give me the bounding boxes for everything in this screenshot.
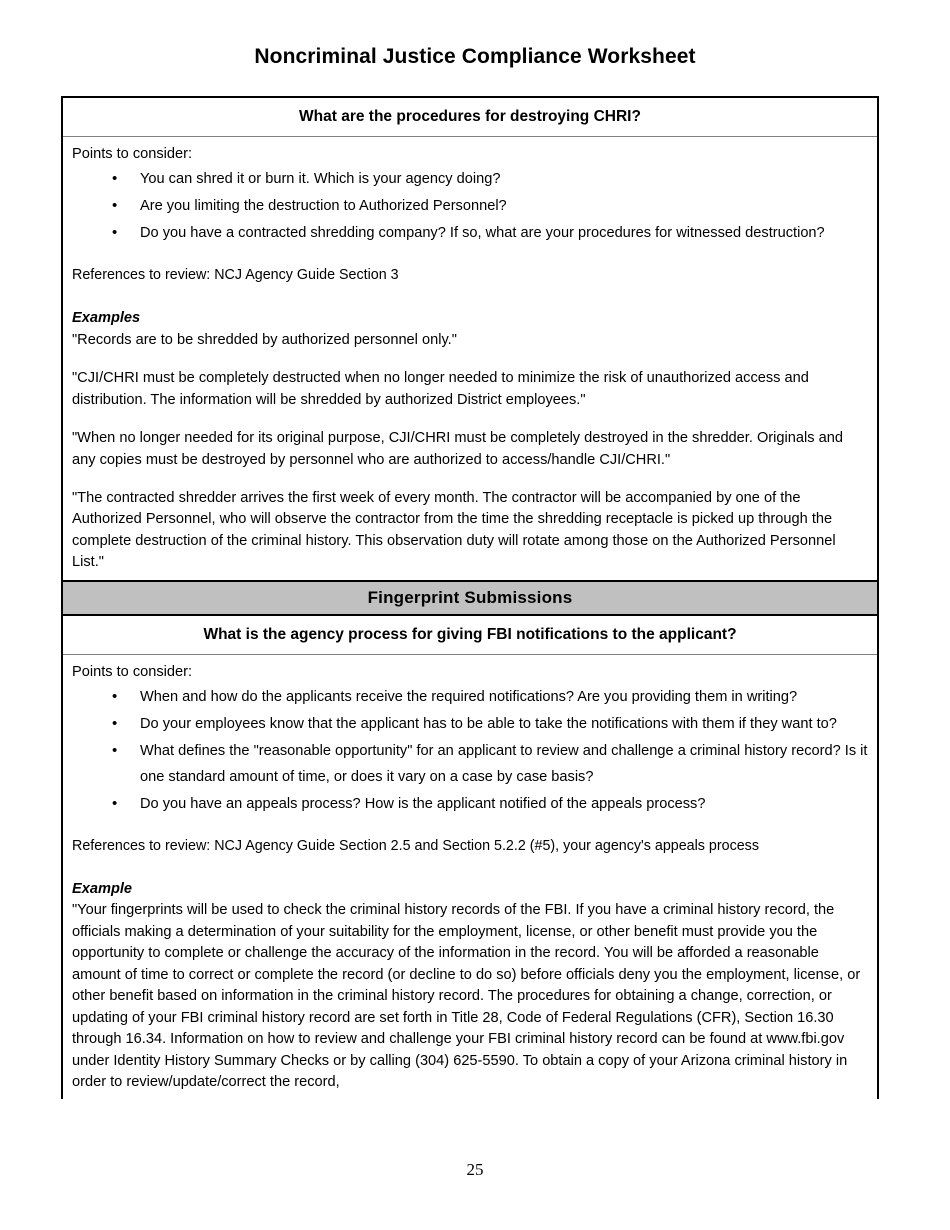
list-item: • Are you limiting the destruction to Authorized Personnel? bbox=[112, 194, 868, 220]
section-band-fingerprint-submissions: Fingerprint Submissions bbox=[63, 580, 877, 616]
list-item: • You can shred it or burn it. Which is your agency doing? bbox=[112, 167, 868, 193]
example-text: "When no longer needed for its original purpose, CJI/CHRI must be completely destroyed in the shredder. Originals and any copies must be destroyed by personnel who are authorized to access/handle CJI/CHRI." bbox=[72, 430, 843, 468]
list-item: • Do you have an appeals process? How is the applicant notified of the appeals process? bbox=[112, 792, 868, 818]
section-body-fbi-notifications bbox=[63, 655, 877, 1100]
question-header-destroying-chri: What are the procedures for destroying CHRI? bbox=[63, 98, 877, 137]
example-text: "The contracted shredder arrives the first week of every month. The contractor will be accompanied by one of the Authorized Personnel, who will observe the contractor from the time the shredding receptacle is picked up through the complete destruction of the criminal history. This observation duty will rotate among those on the Authorized Personnel List." bbox=[72, 489, 836, 571]
example-text: "Your fingerprints will be used to check the criminal history records of the FBI. If you have a criminal history record, the officials making a determination of your suitability for the employment, license, or other benefit must provide you the opportunity to complete or challenge the accuracy of the information in the record. You will be afforded a reasonable amount of time to correct or complete the record (or decline to do so) before officials deny you the employment, license, or other benefit based on information in the criminal history record. The procedures for obtaining a change, correction, or updating of your FBI criminal history record are set forth in Title 28, Code of Federal Regulations (CFR), Section 16.30 through 16.34. Information on how to review and challenge your FBI criminal history record can be found at www.fbi.gov under Identity History Summary Checks or by calling (304) 625-5590. To obtain a copy of your Arizona criminal history in order to review/update/correct the record, bbox=[72, 902, 861, 1090]
references-to-review-fbi-notifications: References to review: NCJ Agency Guide Section 2.5 and Section 5.2.2 (#5), your agency's appeals process bbox=[72, 838, 759, 855]
points-list-destroying-chri bbox=[72, 167, 868, 247]
page-number: 25 bbox=[466, 1160, 484, 1179]
references-to-review-destroying-chri: References to review: NCJ Agency Guide Section 3 bbox=[72, 267, 399, 284]
list-item: • What defines the "reasonable opportunity" for an applicant to review and challenge a criminal history record? Is it one standard amount of time, or does it vary on a case by case basis? bbox=[112, 739, 868, 791]
example-text: "Records are to be shredded by authorized personnel only." bbox=[72, 331, 457, 348]
list-item: • Do your employees know that the applicant has to be able to take the notifications with them if they want to? bbox=[112, 712, 868, 738]
list-item: • When and how do the applicants receive the required notifications? Are you providing them in writing? bbox=[112, 685, 868, 711]
points-to-consider-label: Points to consider: bbox=[72, 663, 193, 680]
example-heading: Example bbox=[72, 881, 133, 898]
example-text: "CJI/CHRI must be completely destructed when no longer needed to minimize the risk of unauthorized access and distribution. The information will be shredded by authorized District employees." bbox=[72, 370, 809, 408]
page-title: Noncriminal Justice Compliance Worksheet bbox=[254, 45, 696, 68]
list-item: • Do you have a contracted shredding company? If so, what are your procedures for witnessed destruction? bbox=[112, 221, 868, 247]
question-header-fbi-notifications: What is the agency process for giving FBI notifications to the applicant? bbox=[63, 616, 877, 655]
points-to-consider-label: Points to consider: bbox=[72, 146, 193, 162]
points-list-fbi-notifications bbox=[72, 685, 868, 818]
section-body-destroying-chri bbox=[63, 137, 877, 580]
worksheet-table bbox=[61, 96, 879, 1099]
examples-heading: Examples bbox=[72, 310, 141, 327]
